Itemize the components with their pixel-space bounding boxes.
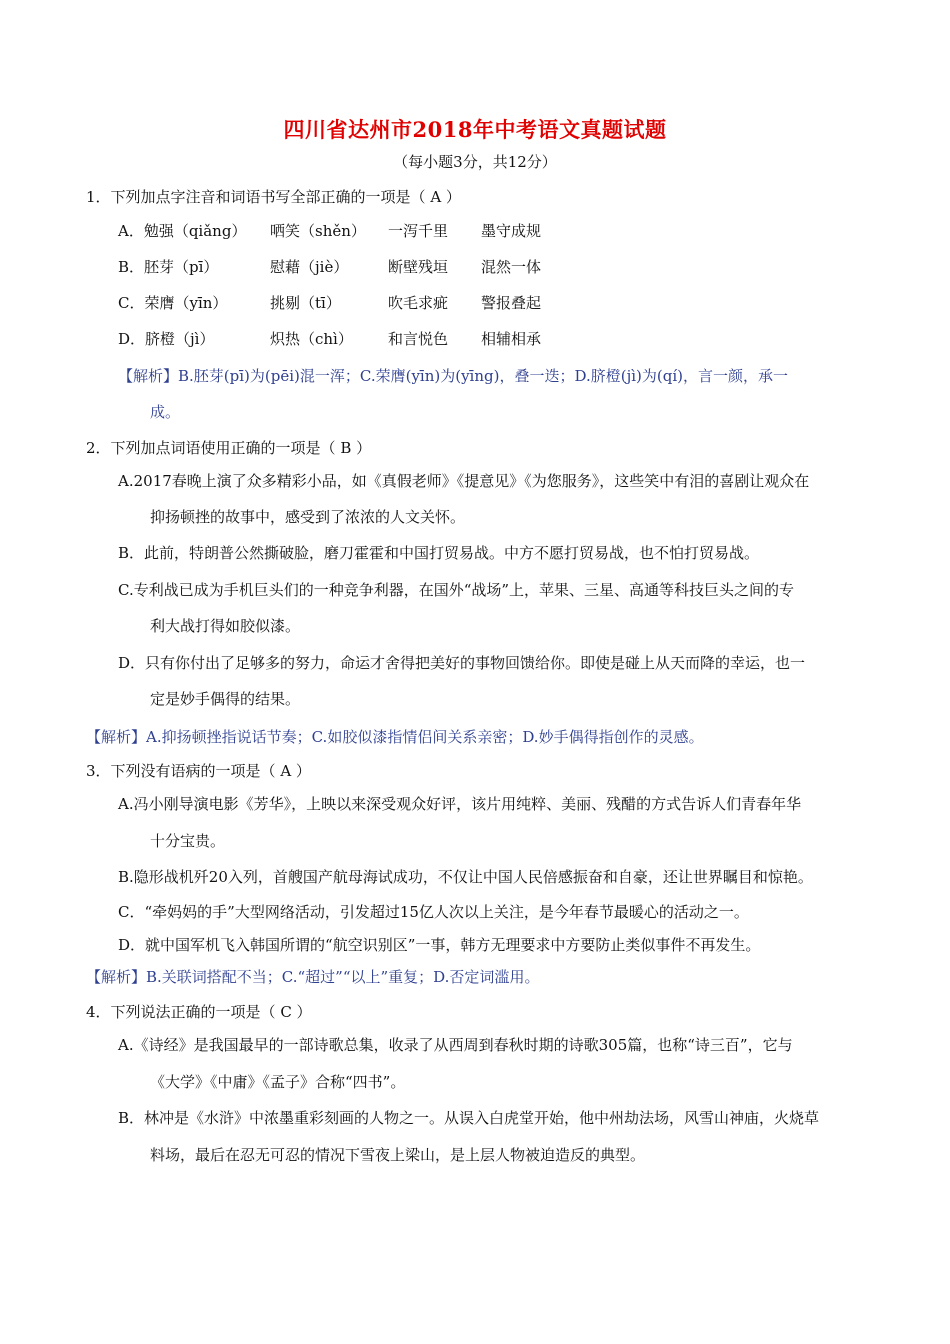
q1-option-a-word-4: 墨守成规 [481,222,542,240]
q1-option-b-word-3: 断壁残垣 [388,258,449,276]
question-4-option-b-cont: 料场，最后在忍无可忍的情况下雪夜上梁山，是上层人物被迫造反的典型。 [150,1146,646,1164]
q1-option-c-word-3: 吹毛求疵 [388,294,449,312]
question-4-option-a-cont: 《大学》《中庸》《孟子》合称“四书”。 [150,1073,406,1091]
q1-option-b-word-1: B．胚芽（pī） [118,258,219,276]
question-3-option-a: A.冯小刚导演电影《芳华》，上映以来深受观众好评，该片用纯粹、美丽、残醋的方式告诉人们青春年华 [118,795,802,813]
q1-option-d-word-2: 炽热（chì） [270,330,353,348]
q1-option-a-word-1: A．勉强（qiǎng） [118,222,247,240]
question-3-option-d: D．就中国军机飞入韩国所谓的“航空识别区”一事，韩方无理要求中方要防止类似事件不再发生。 [118,936,761,954]
question-1-stem: 1．下列加点字注音和词语书写全部正确的一项是（ A ） [86,188,461,206]
q1-option-d-word-3: 和言悦色 [388,330,449,348]
question-2-option-d: D．只有你付出了足够多的努力，命运才舍得把美好的事物回馈给你。即使是碰上从天而降的幸运，也一 [118,654,806,672]
q1-option-c-word-4: 警报叠起 [481,294,542,312]
question-3-stem: 3．下列没有语病的一项是（ A ） [86,762,311,780]
q1-option-a-word-3: 一泻千里 [388,222,449,240]
question-2-option-d-cont: 定是妙手偶得的结果。 [150,690,301,708]
q1-option-d-word-1: D．脐橙（jì） [118,330,215,348]
q1-option-b-word-4: 混然一体 [481,258,542,276]
question-4-stem: 4．下列说法正确的一项是（ C ） [86,1003,312,1021]
q1-option-c-word-2: 挑剔（tī） [270,294,341,312]
question-1-analysis-cont: 成。 [150,403,181,421]
q1-option-d-word-4: 相辅相承 [481,330,542,348]
q1-option-b-word-2: 慰藉（jiè） [270,258,349,276]
question-4-option-a: A.《诗经》是我国最早的一部诗歌总集，收录了从西周到春秋时期的诗歌305篇，也称“诗三百”，它与 [118,1036,793,1054]
page-title: 四川省达州市2018年中考语文真题试题 [283,117,667,142]
page-subtitle: （每小题3分，共12分） [393,153,557,171]
question-2-option-a-cont: 抑扬顿挫的故事中，感受到了浓浓的人文关怀。 [150,508,466,526]
question-3-option-b: B.隐形战机歼20入列，首艘国产航母海试成功，不仅让中国人民倍感振奋和自豪，还让世界瞩目和惊艳。 [118,868,813,886]
question-2-option-c-cont: 利大战打得如胶似漆。 [150,617,301,635]
question-2-option-b: B．此前，特朗普公然撕破脸，磨刀霍霍和中国打贸易战。中方不愿打贸易战，也不怕打贸易战。 [118,544,760,562]
question-3-option-c: C．“牵妈妈的手”大型网络活动，引发超过15亿人次以上关注，是今年春节最暖心的活动之一。 [118,903,749,921]
question-2-analysis: 【解析】A.抑扬顿挫指说话节奏；C.如胶似漆指情侣间关系亲密；D.妙手偶得指创作的灵感。 [86,728,704,746]
question-2-stem: 2．下列加点词语使用正确的一项是（ B ） [86,439,372,457]
question-3-analysis: 【解析】B.关联词搭配不当；C.“超过”“以上”重复；D.否定词滥用。 [86,968,540,986]
question-2-option-a: A.2017春晚上演了众多精彩小品，如《真假老师》《提意见》《为您服务》，这些笑中有泪的喜剧让观众在 [118,472,810,490]
question-2-option-c: C.专利战已成为手机巨头们的一种竞争利器，在国外“战场”上，苹果、三星、高通等科技巨头之间的专 [118,581,795,599]
question-1-analysis: 【解析】B.胚芽(pī)为(pēi)混一浑；C.荣膺(yīn)为(yīng)，叠一迭；D.脐橙(jì)为(qí)，言一颜，承一 [118,367,788,385]
q1-option-c-word-1: C．荣膺（yīn） [118,294,228,312]
q1-option-a-word-2: 哂笑（shěn） [270,222,366,240]
question-4-option-b: B．林冲是《水浒》中浓墨重彩刻画的人物之一。从误入白虎堂开始，他中州劫法场，风雪山神庙，火烧草 [118,1109,820,1127]
question-3-option-a-cont: 十分宝贵。 [150,832,226,850]
